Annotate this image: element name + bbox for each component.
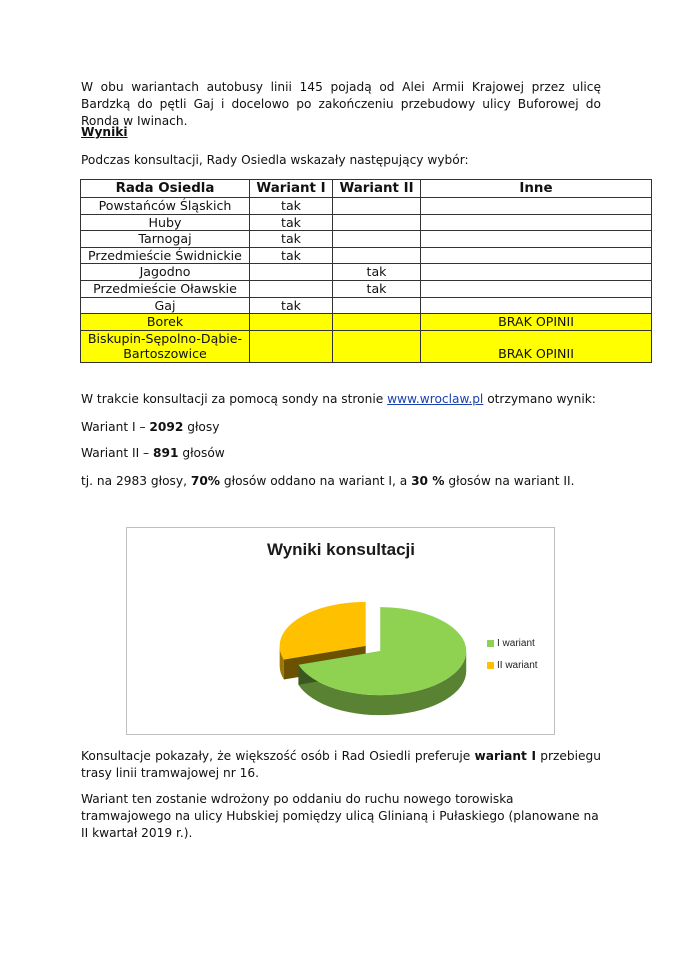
- poll-intro: [81, 391, 601, 408]
- cell-name: Jagodno: [81, 264, 250, 281]
- summary-pct-1: 70%: [190, 474, 221, 488]
- table-row: [81, 280, 652, 297]
- cell-other: [421, 214, 652, 231]
- cell-name: Przedmieście Świdnickie: [81, 247, 250, 264]
- results-heading: Wyniki: [81, 125, 128, 139]
- cell-v1: [250, 330, 333, 362]
- legend-item: [487, 632, 538, 654]
- table-row: [81, 231, 652, 248]
- cell-v2: [333, 314, 421, 331]
- table-row-highlighted: [81, 314, 652, 331]
- cell-v2: [333, 231, 421, 248]
- cell-v1: [250, 314, 333, 331]
- cell-name: Powstańców Śląskich: [81, 198, 250, 215]
- cell-name: Gaj: [81, 297, 250, 314]
- results-table: [80, 179, 652, 363]
- pie-chart: [126, 527, 555, 735]
- table-row: [81, 297, 652, 314]
- cell-name: Huby: [81, 214, 250, 231]
- header-wariant-2: Wariant II: [333, 180, 421, 198]
- v2-unit: głosów: [178, 446, 225, 460]
- v1-label: Wariant I –: [81, 420, 150, 434]
- summary-part-c: głosów na wariant II.: [444, 474, 575, 488]
- table-row-highlighted: [81, 330, 652, 362]
- cell-other: [421, 264, 652, 281]
- cell-other: BRAK OPINII: [421, 330, 652, 362]
- chart-legend: [487, 632, 538, 676]
- cell-other: [421, 297, 652, 314]
- cell-v2: [333, 297, 421, 314]
- cell-v1: [250, 280, 333, 297]
- cell-v1: tak: [250, 231, 333, 248]
- final-paragraph: Wariant ten zostanie wdrożony po oddaniu do ruchu nowego torowiska tramwajowego na ulicy Hubskiej pomiędzy ulicą Glinianą i Pułaskiego (planowane na II kwartał 2019 r.).: [81, 792, 599, 840]
- cell-v2: [333, 247, 421, 264]
- header-inne: Inne: [421, 180, 652, 198]
- table-header-row: [81, 180, 652, 198]
- table-row: [81, 214, 652, 231]
- intro-paragraph: W obu wariantach autobusy linii 145 pojadą od Alei Armii Krajowej przez ulicę Bardzką do pętli Gaj i docelowo po zakończeniu przebudowy ulicy Buforowej do Ronda w Iwinach.: [81, 80, 601, 128]
- conclusion-text-b: przebiegu trasy linii tramwajowej nr 16.: [81, 749, 601, 780]
- header-wariant-1: Wariant I: [250, 180, 333, 198]
- cell-other: BRAK OPINII: [421, 314, 652, 331]
- cell-v1: tak: [250, 214, 333, 231]
- chart-title: Wyniki konsultacji: [266, 540, 415, 559]
- legend-label: I wariant: [497, 637, 535, 649]
- cell-v1: tak: [250, 247, 333, 264]
- v2-value: 891: [153, 446, 179, 460]
- cell-v1: tak: [250, 297, 333, 314]
- cell-other: [421, 231, 652, 248]
- header-rada-osiedla: Rada Osiedla: [81, 180, 250, 198]
- conclusion-bold: wariant I: [474, 749, 537, 763]
- legend-item: [487, 654, 538, 676]
- cell-name: Borek: [81, 314, 250, 331]
- poll-result-variant-1: [81, 419, 601, 436]
- v2-label: Wariant II –: [81, 446, 154, 460]
- v1-unit: głosy: [183, 420, 220, 434]
- table-row: [81, 264, 652, 281]
- cell-v2: [333, 214, 421, 231]
- summary-part-b: głosów oddano na wariant I, a: [220, 474, 412, 488]
- v1-value: 2092: [149, 420, 184, 434]
- poll-result-variant-2: [81, 445, 601, 462]
- cell-name: Przedmieście Oławskie: [81, 280, 250, 297]
- cell-v2: [333, 330, 421, 362]
- cell-other: [421, 280, 652, 297]
- conclusion-paragraph: [81, 748, 601, 782]
- table-row: [81, 198, 652, 215]
- cell-v1: tak: [250, 198, 333, 215]
- cell-v1: [250, 264, 333, 281]
- cell-other: [421, 198, 652, 215]
- cell-name: Biskupin-Sępolno-Dąbie-Bartoszowice: [81, 330, 250, 362]
- table-row: [81, 247, 652, 264]
- conclusion-text-a: Konsultacje pokazały, że większość osób i Rad Osiedli preferuje: [81, 749, 475, 763]
- legend-swatch: [487, 662, 494, 669]
- wroclaw-link[interactable]: www.wroclaw.pl: [387, 392, 484, 406]
- pie-chart-svg: [127, 528, 554, 734]
- summary-part-a: tj. na 2983 głosy,: [81, 474, 191, 488]
- summary-pct-2: 30 %: [411, 474, 445, 488]
- poll-intro-before: W trakcie konsultacji za pomocą sondy na stronie: [81, 392, 388, 406]
- cell-v2: tak: [333, 280, 421, 297]
- poll-intro-after: otrzymano wynik:: [483, 392, 596, 406]
- cell-name: Tarnogaj: [81, 231, 250, 248]
- consultation-intro: Podczas konsultacji, Rady Osiedla wskazały następujący wybór:: [81, 153, 469, 167]
- cell-v2: [333, 198, 421, 215]
- legend-label: II wariant: [497, 659, 538, 671]
- poll-summary: [81, 473, 601, 490]
- cell-v2: tak: [333, 264, 421, 281]
- cell-other: [421, 247, 652, 264]
- legend-swatch: [487, 640, 494, 647]
